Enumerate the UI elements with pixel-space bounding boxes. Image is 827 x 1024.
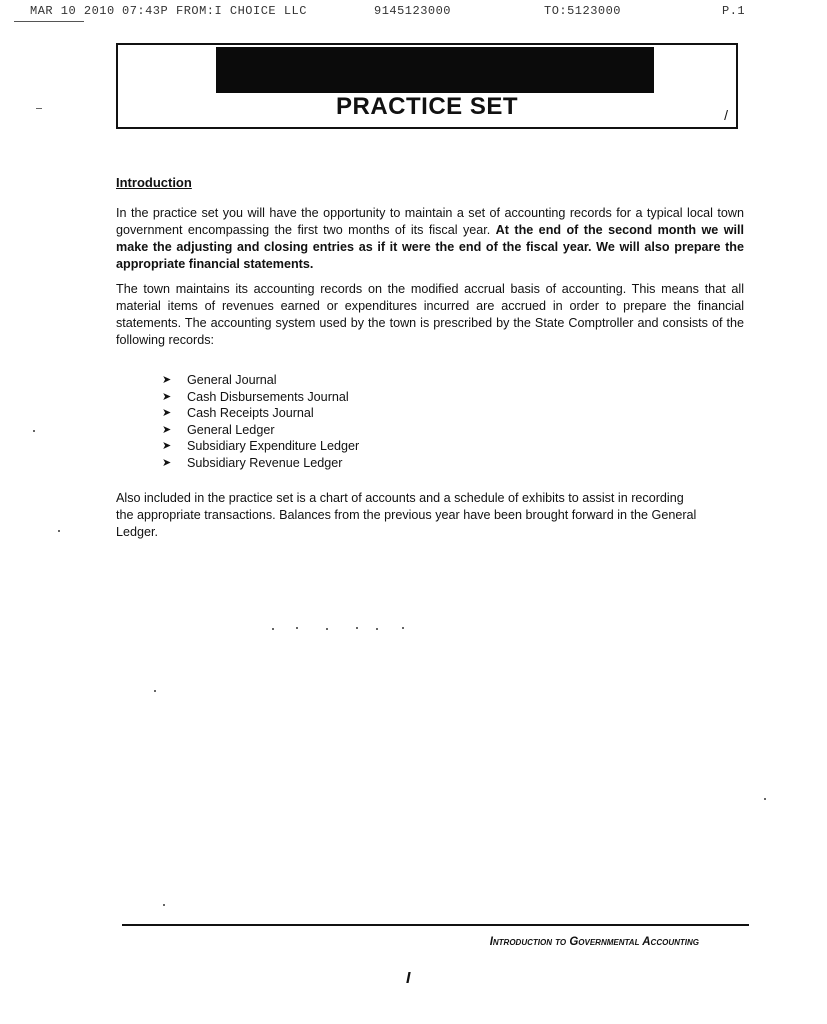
fax-date: MAR 10 2010	[30, 4, 115, 18]
list-item-label: Subsidiary Expenditure Ledger	[187, 439, 360, 454]
fax-from: FROM:I CHOICE LLC	[176, 4, 307, 18]
arrow-bullet-icon: ➤	[162, 390, 172, 403]
list-item-label: Subsidiary Revenue Ledger	[187, 455, 343, 470]
arrow-bullet-icon: ➤	[162, 440, 172, 453]
fax-time: 07:43P	[122, 4, 169, 18]
intro-paragraph-1-text: In the practice set you will have the opportunity to maintain a set of accounting records for a typical local town government encompassing the first two months of its fiscal year.	[116, 206, 744, 237]
title-mark: /	[724, 107, 728, 123]
arrow-bullet-icon: ➤	[162, 423, 172, 436]
arrow-bullet-icon: ➤	[162, 456, 172, 469]
list-item-label: General Ledger	[187, 422, 275, 437]
fax-rule	[14, 21, 84, 22]
list-item	[162, 438, 359, 455]
fax-to: TO:5123000	[544, 4, 622, 18]
page-number: I	[406, 970, 411, 987]
fax-page: P.1	[722, 4, 746, 18]
list-item-label: Cash Disbursements Journal	[187, 389, 349, 404]
arrow-bullet-icon: ➤	[162, 374, 172, 386]
title-box	[116, 43, 738, 129]
footer-rule	[122, 924, 749, 926]
section-heading: Introduction	[116, 175, 192, 190]
list-item	[162, 422, 359, 439]
title-banner	[216, 47, 654, 93]
fax-number: 9145123000	[374, 4, 452, 18]
intro-paragraph-1-bold: At the end of the second month we will make the adjusting and closing entries as if it were the end of the fiscal year. We will also prepare the appropriate financial statements.	[116, 223, 745, 271]
page-title: PRACTICE SET	[335, 93, 518, 120]
intro-paragraph-1	[116, 205, 744, 273]
records-list	[162, 372, 359, 472]
list-item	[162, 455, 359, 472]
footer-title: Introduction to Governmental Accounting	[489, 936, 699, 948]
arrow-bullet-icon: ➤	[162, 407, 172, 420]
list-item-label: Cash Receipts Journal	[187, 406, 314, 421]
fax-header	[0, 4, 827, 22]
list-item	[162, 372, 359, 389]
list-item	[162, 405, 359, 422]
intro-paragraph-2: The town maintains its accounting records on the modified accrual basis of accounting. This means that all material items of revenues earned or expenditures incurred are accrued in order to prepare the financial statements. The accounting system used by the town is prescribed by the State Comptroller and consists of the following records:	[116, 282, 744, 347]
list-item-label: General Journal	[187, 373, 277, 387]
intro-paragraph-3: Also included in the practice set is a chart of accounts and a schedule of exhibits to assist in recording the appropriate transactions. Balances from the previous year have been brought forward in the General Ledger.	[116, 491, 697, 539]
list-item	[162, 389, 359, 406]
